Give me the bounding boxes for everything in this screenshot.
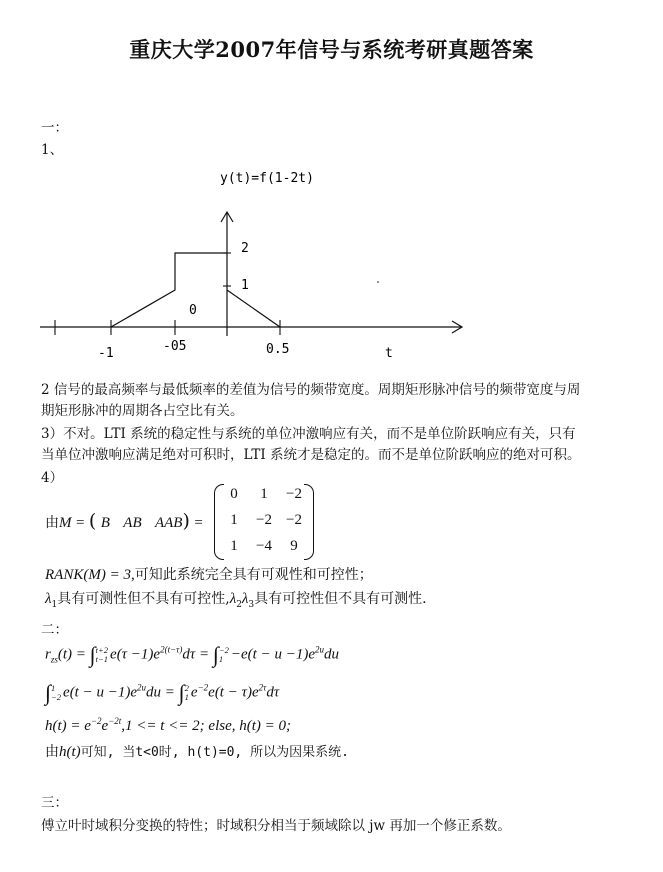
causality-conclusion xyxy=(45,741,349,761)
rank-expression: RANK(M) = 3, xyxy=(45,567,135,583)
conclusion-prefix: 由 xyxy=(45,744,59,760)
y-tick-1-label: 1 xyxy=(241,278,249,293)
lambda-index: 3 xyxy=(248,599,255,610)
equals-2: = xyxy=(194,515,203,531)
matrix-prefix: 由 xyxy=(45,515,59,531)
eq1-sub: zs xyxy=(50,654,58,665)
matrix-B: B xyxy=(100,515,110,531)
matrix-cell: 1 xyxy=(230,538,238,554)
eq2-exp1: 2u xyxy=(137,682,146,693)
eq3-a: h(t) = e xyxy=(45,718,91,734)
eq1-lhs: r xyxy=(45,646,51,663)
eigen-line xyxy=(45,588,427,610)
answer-3-line-2: 当单位冲激响应满足绝对可积时，LTI 系统才是稳定的。而不是单位阶跃响应的绝对可积。 xyxy=(41,447,581,463)
section-3-text: 傅立叶时域积分变换的特性；时域积分相当于频域除以 jw 再加一个修正系数。 xyxy=(41,818,511,834)
eq1-d2: du xyxy=(324,646,339,663)
eq2-d1: du = xyxy=(146,684,175,701)
conclusion-text: 可知, 当t<0时, h(t)=0, 所以为因果系统. xyxy=(80,745,349,760)
int-upper: t+2 xyxy=(95,645,109,655)
controllability-matrix xyxy=(214,484,314,558)
answer-2-line-1: 2 信号的最高频率与最低频率的差值为信号的频带宽度。周期矩形脉冲信号的频带宽度与周 xyxy=(41,382,581,398)
matrix-cell: −2 xyxy=(286,512,302,528)
question-1-label: 1、 xyxy=(41,142,64,158)
answer-3-line-1: 3）不对。LTI 系统的稳定性与系统的单位冲激响应有关，而不是单位阶跃响应有关，只有 xyxy=(41,426,576,442)
eq2-d2: dτ xyxy=(266,684,280,701)
matrix-M: M xyxy=(59,515,72,531)
equals-1: = xyxy=(75,515,85,531)
matrix-cell: −4 xyxy=(256,538,272,554)
lambda-index: 2 xyxy=(236,599,242,610)
x-axis-label: t xyxy=(385,346,393,361)
figure-label: y(t)=f(1-2t) xyxy=(220,171,314,186)
matrix-equation: 由M = ( B AB AAB) = xyxy=(45,510,203,532)
matrix-cell: 1 xyxy=(230,512,238,528)
eq1-exp2: 2u xyxy=(315,644,324,655)
matrix-AAB: AAB xyxy=(154,515,183,531)
eq2-exp2: −2 xyxy=(197,682,209,693)
eq3-c: ,1 <= t <= 2; else, h(t) = 0; xyxy=(121,718,292,734)
eq2-body1: e(t − u −1)e xyxy=(63,684,137,701)
eq1-arg: (t) = xyxy=(57,646,86,663)
zero-label: 0 xyxy=(189,303,197,318)
int-lower: −2 xyxy=(51,692,62,702)
eq3-b: e xyxy=(101,718,109,734)
eq2-body3: e(t − τ)e xyxy=(208,684,259,701)
matrix-cell: −2 xyxy=(256,512,272,528)
controllability-text: 具有可控性但不具有可测性. xyxy=(254,591,427,607)
matrix-AB: AB xyxy=(123,515,142,531)
matrix-cell: 1 xyxy=(260,486,268,502)
signal-curve-left xyxy=(111,253,227,327)
eq3-exp2: −2t xyxy=(108,716,122,726)
equation-2: ∫1 −2 $e(t - u -1)e^{2u}du = \int 2$ 1 $e^{-2}e(t - \tau)e^{2\tau}d\tau$ xyxy=(45,680,280,705)
eq1-exp1: 2(t−τ) xyxy=(160,644,183,655)
rank-line xyxy=(45,564,373,584)
section-2-heading: 二： xyxy=(41,622,68,638)
eq3-exp1: −2 xyxy=(90,716,102,726)
section-3-heading: 三： xyxy=(41,795,68,811)
rank-conclusion: 可知此系统完全具有可观性和可控性； xyxy=(134,567,373,583)
int-lower: 1 xyxy=(184,692,189,702)
section-1-heading: 一： xyxy=(41,120,68,136)
equation-3 xyxy=(45,716,291,735)
eq2-body2: e xyxy=(190,684,198,701)
equation-1: $r_{zs}(t) = \int t+2$ t−1 $e(\tau -1)e^{2(t-\tau)}d\tau = \int-2$ $1 -e(t - u -1)e^{2u}du$ xyxy=(45,642,339,667)
eq1-body2: −e(t − u −1)e xyxy=(230,646,315,663)
observability-text: 具有可测性但不具有可控性, xyxy=(57,591,230,607)
int-lower: 1 xyxy=(218,654,224,664)
eq1-body1: e(τ −1)e xyxy=(110,646,161,663)
conclusion-h: h(t) xyxy=(59,744,81,760)
eq1-d1: dτ = xyxy=(182,646,210,663)
lambda-symbol: λ xyxy=(229,591,237,607)
int-upper: 2 xyxy=(184,683,189,693)
x-tick-neg1-label: -1 xyxy=(98,346,114,361)
lambda-symbol: λ xyxy=(241,591,249,607)
matrix-cell: 0 xyxy=(230,486,238,502)
lambda-index: 1 xyxy=(51,599,58,610)
eq2-exp3: 2τ xyxy=(258,682,267,693)
answer-2-line-2: 期矩形脉冲的周期各占空比有关。 xyxy=(41,403,244,419)
lambda-symbol: λ xyxy=(45,591,52,607)
y-tick-2-label: 2 xyxy=(241,241,249,256)
int-lower: t−1 xyxy=(95,654,109,664)
x-tick-neg05-label: -05 xyxy=(163,339,187,354)
stray-dot xyxy=(377,281,379,283)
answer-4-label: 4） xyxy=(41,470,64,486)
int-upper: −2 xyxy=(218,645,229,655)
signal-curve-right xyxy=(227,290,280,327)
page-title: 重庆大学2007年信号与系统考研真题答案 xyxy=(129,37,534,62)
x-tick-05-label: 0.5 xyxy=(266,342,290,357)
matrix-cell: 9 xyxy=(290,538,298,554)
matrix-cell: −2 xyxy=(286,486,302,502)
int-upper: 1 xyxy=(51,683,56,693)
signal-figure xyxy=(0,160,663,375)
